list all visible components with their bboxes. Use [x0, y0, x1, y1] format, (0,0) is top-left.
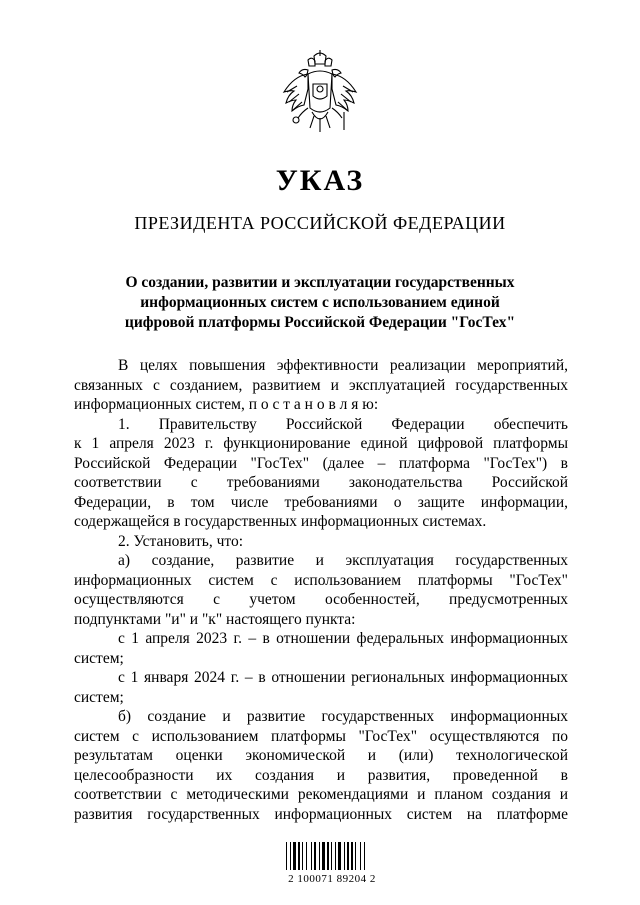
text-line: Российской Федерации "ГосТех" (далее – платформа "ГосТех") в: [74, 454, 568, 472]
text-line: целесообразности их создания и развития, проведенной в: [74, 766, 568, 784]
text-line: содержащейся в государственных информационных системах.: [74, 513, 487, 530]
document-body: [74, 356, 568, 824]
text-line: систем;: [74, 649, 124, 667]
text-line: соответствии с методическими рекомендациями и планом создания и: [74, 786, 568, 803]
text-line: связанных с созданием, развитием и эксплуатацией государственных: [74, 376, 568, 394]
heading-line: цифровой платформы Российской Федерации "ГосТех": [124, 314, 516, 331]
text-line: а) создание, развитие и эксплуатация государственных: [118, 552, 568, 569]
text-line: систем;: [74, 688, 124, 706]
text-line: осуществляются с учетом особенностей, предусмотренных: [74, 591, 568, 608]
text-line: 1. Правительству Российской Федерации обеспечить: [118, 415, 568, 433]
text-line: подпунктами "и" и "к" настоящего пункта:: [74, 610, 356, 628]
barcode-icon: [286, 842, 378, 876]
text-line: б) создание и развитие государственных информационных: [118, 708, 568, 725]
document-heading: [60, 273, 580, 333]
text-line: информационных систем, п о с т а н о в л я ю:: [74, 396, 379, 413]
text-line: результатам оценки экономической и (или) технологической: [74, 747, 568, 764]
barcode-number: 2 100071 89204 2: [288, 873, 376, 885]
text-line: с 1 апреля 2023 г. – в отношении федеральных информационных: [118, 630, 568, 647]
heading-line: информационных систем с использованием единой: [140, 294, 500, 311]
text-line: информационных систем с использованием платформы "ГосТех": [74, 571, 568, 589]
text-line: с 1 января 2024 г. – в отношении региональных информационных: [118, 669, 568, 686]
text-line: В целях повышения эффективности реализации мероприятий,: [118, 357, 568, 374]
text-line: к 1 апреля 2023 г. функционирование единой цифровой платформы: [74, 435, 568, 452]
coat-of-arms-icon: [278, 50, 362, 142]
text-line: Федерации, в том числе требованиями о защите информации,: [74, 493, 568, 511]
text-line: развития государственных информационных систем на платформе: [74, 805, 568, 823]
document-issuer: ПРЕЗИДЕНТА РОССИЙСКОЙ ФЕДЕРАЦИИ: [134, 213, 506, 233]
heading-line: О создании, развитии и эксплуатации государственных: [125, 274, 515, 291]
text-line: соответствии с требованиями законодательства Российской: [74, 474, 568, 491]
text-line: систем с использованием платформы "ГосТех" осуществляются по: [74, 727, 568, 745]
document-title: УКАЗ: [275, 164, 365, 197]
text-line: 2. Установить, что:: [118, 532, 244, 550]
